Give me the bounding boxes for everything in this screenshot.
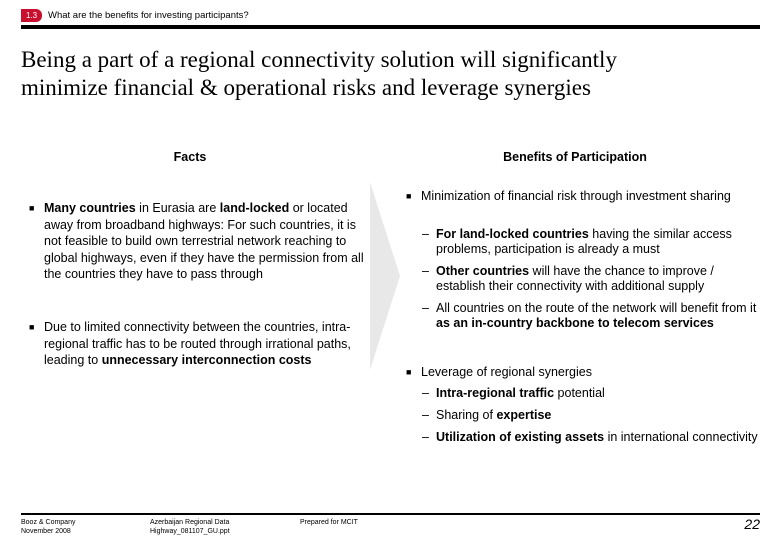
- page-title: [21, 46, 766, 102]
- section-badge: 1.3: [21, 9, 42, 22]
- benefit-1-sub-1: – For land-locked countries having the similar access problems, participation is already a must: [422, 227, 732, 256]
- bullet-icon: ■: [406, 191, 412, 201]
- facts-heading: Facts: [173, 150, 207, 164]
- benefit-2-sub-2: – Sharing of expertise: [422, 408, 552, 422]
- bullet-icon: ■: [406, 367, 412, 377]
- bullet-icon: ■: [29, 322, 35, 332]
- bullet-icon: ■: [29, 203, 35, 213]
- dash-icon: –: [422, 264, 429, 278]
- benefit-2-sub-3: – Utilization of existing assets in international connectivity: [422, 430, 758, 444]
- dash-icon: –: [422, 301, 429, 315]
- footer-filename: Azerbaijan Regional Data Highway_081107_GU.ppt: [150, 519, 230, 535]
- dash-icon: –: [422, 386, 429, 400]
- fact-item-1: ■ Many countries in Eurasia are land-locked or located away from broadband highways: For such countries, it is not feasible to build own terrestrial network reaching to global highways, even if they have the permission from all the countries they have to pass through: [29, 201, 364, 282]
- benefit-2-sub-1: – Intra-regional traffic potential: [422, 386, 605, 400]
- transition-arrow-icon: [364, 182, 406, 370]
- benefit-1-sub-3: – All countries on the route of the network will benefit from it as an in-country backbone to telecom services: [422, 301, 757, 330]
- section-question: What are the benefits for investing participants?: [48, 10, 249, 21]
- bottom-rule: [21, 513, 760, 515]
- top-rule: [21, 25, 760, 29]
- footer-company: Booz & Company November 2008: [21, 519, 76, 535]
- benefit-1-sub-2: – Other countries will have the chance to improve / establish their connectivity with additional supply: [422, 264, 714, 293]
- dash-icon: –: [422, 430, 429, 444]
- footer-prepared: Prepared for MCIT: [300, 519, 358, 526]
- dash-icon: –: [422, 227, 429, 241]
- benefits-heading: Benefits of Participation: [503, 150, 647, 164]
- title-line-2: minimize financial & operational risks and leverage synergies: [21, 75, 591, 100]
- fact-item-2: ■ Due to limited connectivity between the countries, intra-regional traffic has to be routed through irrational paths, leading to unnecessary interconnection costs: [29, 320, 351, 368]
- title-line-1: Being a part of a regional connectivity solution will significantly: [21, 47, 617, 72]
- benefit-item-1: ■ Minimization of financial risk through investment sharing: [406, 189, 731, 203]
- page-number: 22: [744, 516, 760, 532]
- dash-icon: –: [422, 408, 429, 422]
- benefit-item-2: ■ Leverage of regional synergies: [406, 365, 592, 379]
